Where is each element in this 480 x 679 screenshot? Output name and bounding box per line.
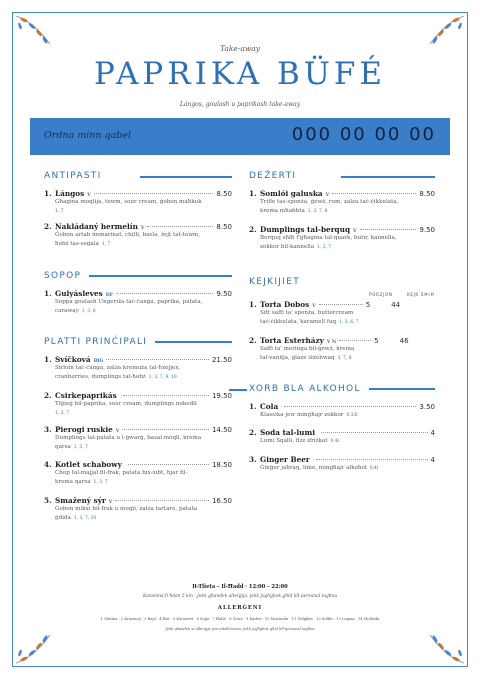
item-price-whole: 44 (391, 301, 401, 309)
item-name: Dumplings tal-berquq (260, 225, 351, 234)
menu-item: 2. Torta Esterházy V N 5 46 Saffi ta' meringa bil-ġewż, krema tal-vanilja, glaze iżżebwaq 3, 7, 8 (249, 336, 409, 361)
menu-item: 1. Gulyásleves DF 9.50 Soppa goulash Ungeriża taċ-ċanga, paprika, patata, caraway 1, 3, 6 (44, 289, 232, 314)
section-title: DEŻERTI (249, 171, 297, 181)
section-title: XORB BLA ALKOHOL (249, 384, 361, 394)
preorder-label: Ordna minn qabel (44, 130, 132, 141)
delivery-note: Kunsinna fi ħdan 5 km · Jekk għandek allerġija, jekk jogħġbok għid lill-persunal tagħna (142, 594, 338, 599)
item-price: 8.50 (419, 190, 435, 198)
item-name: Somlói galuska (260, 189, 323, 198)
item-price: 9.50 (216, 290, 232, 298)
item-price: 4 (430, 456, 435, 464)
section-title: SOPOP (44, 271, 82, 281)
item-name: Cola (260, 402, 279, 411)
item-name: Svíčková (55, 355, 91, 364)
menu-item: 1. Lángos V 8.50 Għagina moqlija, tewm, sour cream, ġobon maħkuk 1, 7 (44, 189, 232, 214)
item-name: Ginger Beer (260, 455, 310, 464)
item-price: 21.50 (211, 356, 232, 364)
item-price: 5 (365, 301, 371, 309)
leaf-ornament-icon (426, 625, 466, 665)
item-price: 8.50 (216, 190, 232, 198)
opening-hours: It-Tlieta – Il-Ħadd · 12:00 – 22:00 (192, 584, 288, 590)
menu-item: 3. Ginger Beer 4 Ġinġer jaħraq, lime, mingħajr alkoħol 0.4l (249, 455, 435, 471)
item-name: Torta Esterházy (260, 336, 324, 345)
menu-item: 1. Cola 3.50 Klassika jew mingħajr zokkor 0.33l (249, 402, 435, 418)
section-kejkijiet (249, 276, 435, 361)
menu-item: 1. Svíčková BIG 21.50 Sirloin taċ-ċanga, zalza kremuża tal-ħxejjex, cranberries, dumplings tal-ħobż 1, 3, 7, 9, 10 (44, 355, 232, 380)
item-price-whole: 46 (399, 337, 409, 345)
restaurant-subtitle: Lángos, goulash u paprikash take-away (179, 101, 301, 108)
item-name: Torta Dobos (260, 300, 310, 309)
menu-item: 2. Nakládaný hermelín V 8.50 Ġobon artab immarinat, chilli, basla, żejt tat-tewm, ħobż tas-segala 1, 7 (44, 222, 232, 247)
item-price: 3.50 (419, 403, 435, 411)
column-header-portion: PORZJON (369, 292, 393, 297)
item-name: Pierogi ruskie (55, 425, 113, 434)
item-name: Csirkepaprikás (55, 391, 117, 400)
section-title: KEJKIJIET (249, 277, 300, 287)
item-name: Kotlet schabowy (55, 460, 122, 469)
menu-item: 1. Somlói galuska V 8.50 Trifle tas-sponża, ġewż, rum, zalza taċ-ċikkulata, krema mħabbta 1, 3, 7, 8 (249, 189, 435, 214)
section-title: PLATTI PRINĊIPALI (44, 337, 148, 347)
item-name: Smažený sýr (55, 496, 106, 505)
section-platti (44, 336, 232, 521)
item-price: 9.50 (419, 226, 435, 234)
item-name: Lángos (55, 189, 85, 198)
allergens-list: 1 Glutina · 2 Krustaċji · 3 Bajd · 4 Ħut · 5 Karawett · 6 Sojja · 7 Ħalib · 8 Ġewż · 9 Karfus · 10 Mustarda · 11 Ġulġlien · 12 Sulfiti · 13 Lupina · 14 Molluski (100, 617, 380, 621)
menu-item: 2. Dumplings tal-berquq V 9.50 Berquq sħiħ f'għagina tal-quark, butir, kannella, zokkor bil-kannella 1, 3, 7 (249, 225, 435, 250)
item-price: 8.50 (216, 223, 232, 231)
section-dezerti (249, 170, 435, 250)
section-sopop (44, 270, 232, 314)
menu-item: 2. Csirkepaprikás 19.50 Tiġieġ bil-paprika, sour cream, dumplings nokedli 1, 3, 7 (44, 391, 232, 416)
restaurant-title: PAPRIKA BÜFÉ (93, 56, 387, 92)
tagline: Take-away (219, 44, 260, 53)
menu-item: 3. Pierogi ruskie V 14.50 Dumplings tal-patata u l-ġwarġ, basal moqli, krema qarsa 1, 3, 7 (44, 425, 232, 450)
item-name: Gulyásleves (55, 289, 103, 298)
item-price: 14.50 (211, 426, 232, 434)
column-header-whole: KEJK SĦIĦ (407, 292, 435, 297)
menu-item: 4. Kotlet schabowy 18.50 Chop tal-majjal fil-frak, patata bix-xibt, ħjar fil- krema qarsa 1, 3, 7 (44, 460, 232, 485)
section-antipasti (44, 170, 232, 247)
menu-item: 2. Soda tal-lumi 4 Lumi Sqalli, fizz ifriżkat 0.4l (249, 428, 435, 444)
leaf-ornament-icon (14, 625, 54, 665)
item-price: 16.50 (211, 497, 232, 505)
menu-item: 5. Smažený sýr V 16.50 Ġobon mikxi bil-frak u moqli, zalza tartare, patata ġdida 1, 3, 7, 10 (44, 496, 232, 521)
phone-number[interactable]: 000 00 00 00 (291, 124, 436, 145)
item-price: 5 (374, 337, 379, 345)
menu-item: 1. Torta Dobos V 5 44 Sitt saffi ta' sponża, buttercream taċ-ċikkulata, karamell fuq 1, 3, 6, 7 (249, 300, 401, 325)
allergens-note: Jekk għandek xi allerġija jew intolleranza, jekk jogħġbok għid lill-persunal tagħna (165, 627, 315, 631)
section-title: ANTIPASTI (44, 171, 102, 181)
item-price: 19.50 (211, 392, 232, 400)
section-xorb (249, 383, 435, 471)
allergens-title: ALLERĠENI (217, 605, 263, 611)
item-name: Soda tal-lumi (260, 428, 315, 437)
item-name: Nakládaný hermelín (55, 222, 138, 231)
item-price: 18.50 (211, 461, 232, 469)
preorder-banner (30, 118, 450, 155)
item-price: 4 (430, 429, 435, 437)
